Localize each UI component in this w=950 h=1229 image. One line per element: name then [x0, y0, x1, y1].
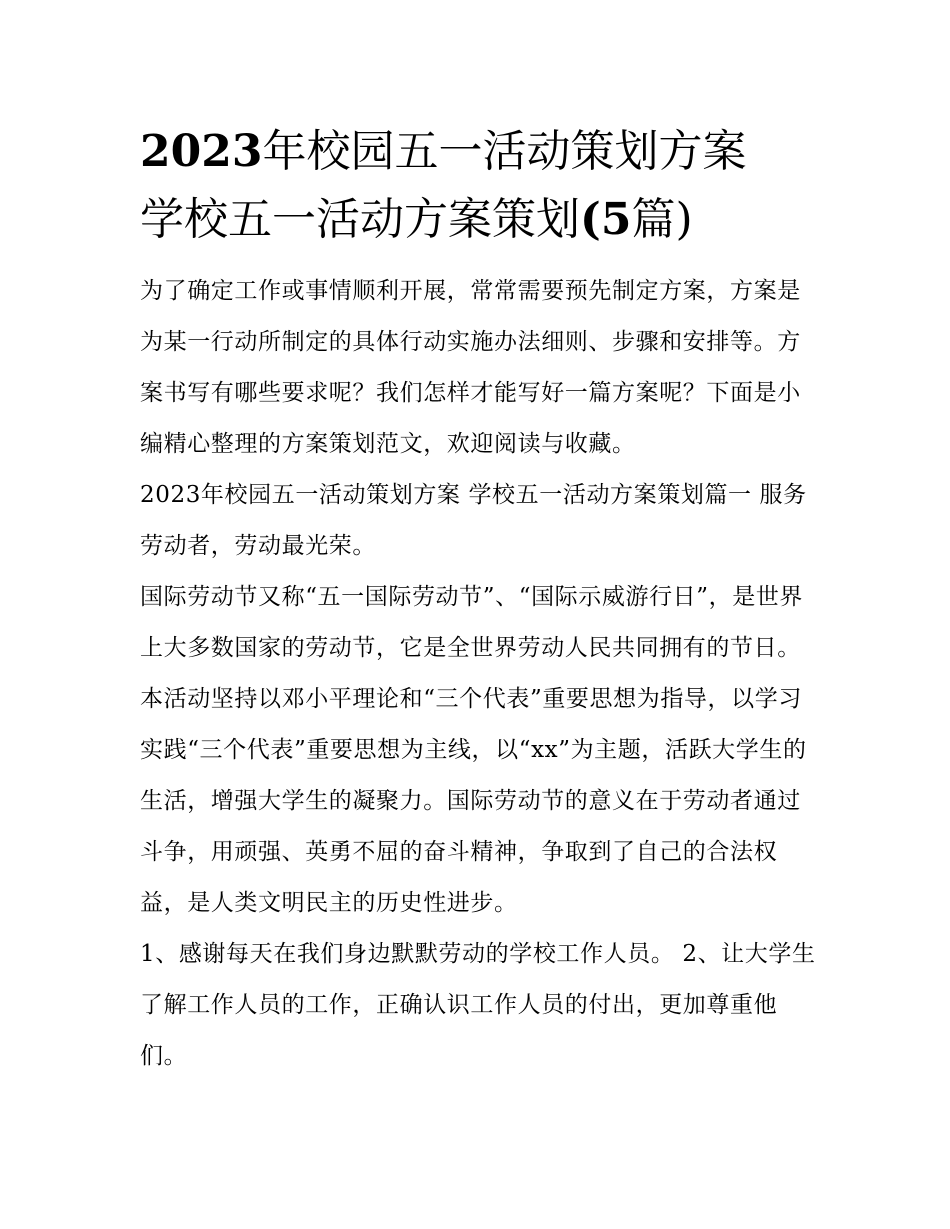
title-count: 5 [600, 194, 632, 245]
title-paren-open: ( [580, 194, 601, 245]
title-line-2 [140, 186, 816, 254]
document-title [140, 118, 816, 254]
title-line2-text: 学校五一活动方案策划 [140, 194, 580, 245]
title-tail: 篇) [631, 194, 693, 245]
objectives-paragraph: 1、感谢每天在我们身边默默劳动的学校工作人员。 2、让大学生了解工作人员的工作，正确认识工作人员的付出，更加尊重他们。 [140, 941, 816, 1069]
title-year: 2023 [140, 126, 263, 177]
title-line-1 [140, 118, 816, 186]
section-heading-paragraph: 2023年校园五一活动策划方案 学校五一活动方案策划篇一 服务劳动者，劳动最光荣。 [140, 482, 807, 559]
background-paragraph: 国际劳动节又称“五一国际劳动节”、“国际示威游行日”，是世界上大多数国家的劳动节，它是全世界劳动人民共同拥有的节日。本活动坚持以邓小平理论和“三个代表”重要思想为指导，以学习实践“三个代表”重要思想为主线，以“xx”为主题，活跃大学生的生活，增强大学生的凝聚力。国际劳动节的意义在于劳动者通过斗争，用顽强、英勇不屈的奋斗精神，争取到了自己的合法权益，是人类文明民主的历史性进步。 [140, 584, 807, 916]
intro-paragraph: 为了确定工作或事情顺利开展，常常需要预先制定方案，方案是为某一行动所制定的具体行动实施办法细则、步骤和安排等。方案书写有哪些要求呢？我们怎样才能写好一篇方案呢？下面是小编精心整理的方案策划范文，欢迎阅读与收藏。 [140, 278, 801, 457]
title-line1-text: 年校园五一活动策划方案 [262, 126, 747, 177]
document-page [140, 118, 816, 1082]
